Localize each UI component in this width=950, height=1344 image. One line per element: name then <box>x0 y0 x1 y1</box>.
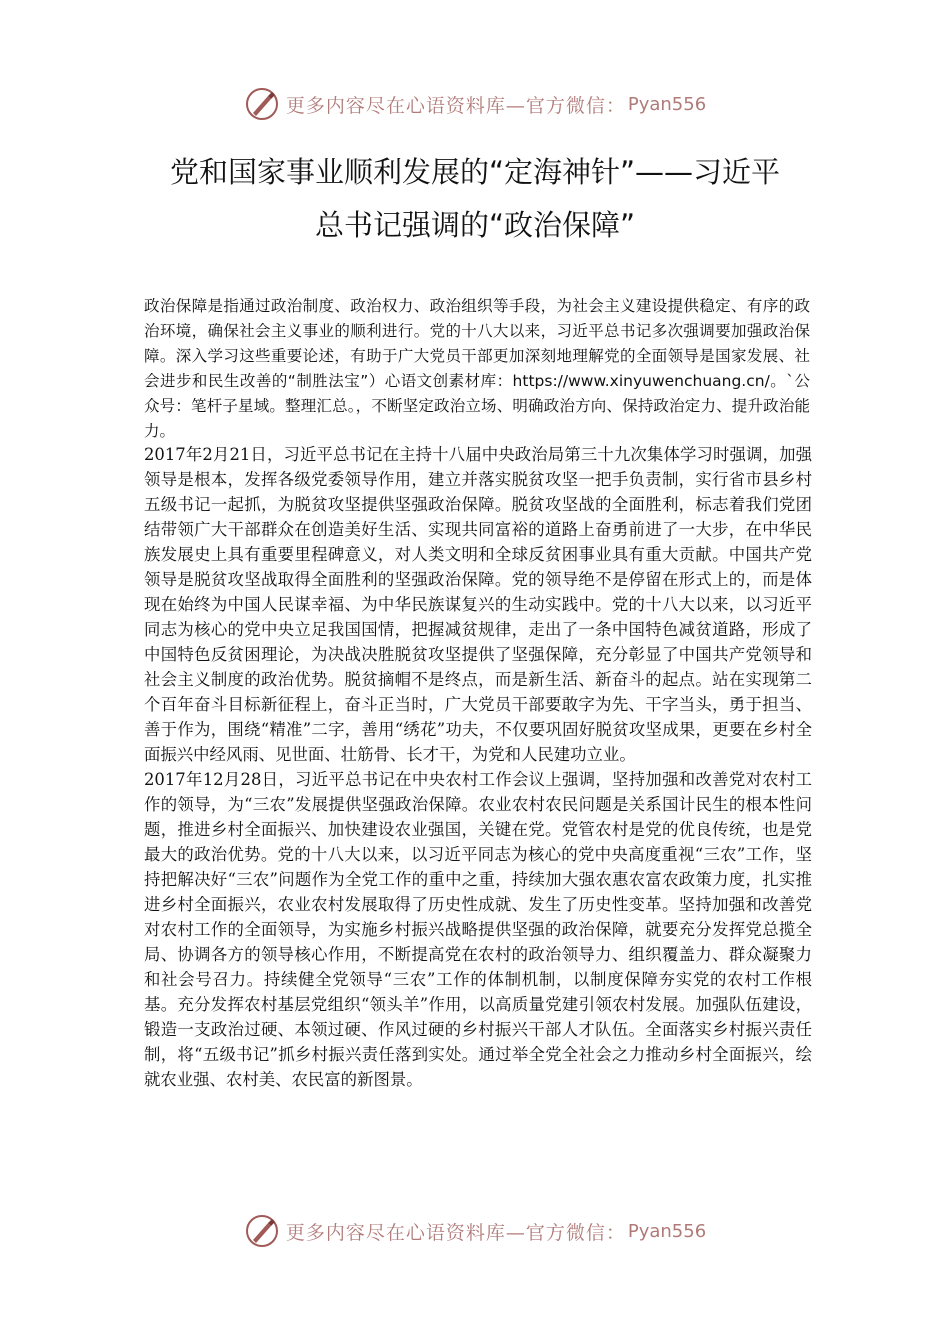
watermark-wechat-id: Pyan556 <box>627 1220 707 1242</box>
title-line-1: 党和国家事业顺利发展的“定海神针”——习近平 <box>169 155 781 189</box>
intro-text: 政治保障是指通过政治制度、政治权力、政治组织等手段，为社会主义建设提供稳定、有序的政治环境，确保社会主义事业的顺利进行。党的十八大以来，习近平总书记多次强调要加强政治保障。深入学习这些重要论述，有助于广大党员干部更加深刻地理解党的全面领导是国家发展、社会进步和民生改善的“制胜法宝”）心语文创素材库：https://www.xinyuwenchuang.cn/。`公众号：笔杆子星域。整理汇总。，不断坚定政治立场、明确政治方向、保持政治定力、提升政治能力。 <box>144 297 810 440</box>
pen-logo-icon <box>244 86 280 122</box>
watermark-text: 更多内容尽在心语资料库—官方微信： <box>285 1221 626 1244</box>
document-title <box>100 146 850 252</box>
header-watermark <box>0 84 950 124</box>
body-paragraph-1: 2017年2月21日，习近平总书记在主持十八届中央政治局第三十九次集体学习时强调，加强领导是根本，发挥各级党委领导作用，建立并落实脱贫攻坚一把手负责制，实行省市县乡村五级书记一起抓，为脱贫攻坚提供坚强政治保障。脱贫攻坚战的全面胜利，标志着我们党团结带领广大干部群众在创造美好生活、实现共同富裕的道路上奋勇前进了一大步，在中华民族发展史上具有重要里程碑意义，对人类文明和全球反贫困事业具有重大贡献。中国共产党领导是脱贫攻坚战取得全面胜利的坚强政治保障。党的领导绝不是停留在形式上的，而是体现在始终为中国人民谋幸福、为中华民族谋复兴的生动实践中。党的十八大以来，以习近平同志为核心的党中央立足我国国情，把握减贫规律，走出了一条中国特色减贫道路，形成了中国特色反贫困理论，为决战决胜脱贫攻坚提供了坚强保障，充分彰显了中国共产党领导和社会主义制度的政治优势。脱贫摘帽不是终点，而是新生活、新奋斗的起点。站在实现第二个百年奋斗目标新征程上，奋斗正当时，广大党员干部要敢字为先、干字当头，勇于担当、善于作为，围绕“精准”二字，善用“绣花”功夫，不仅要巩固好脱贫攻坚成果，更要在乡村全面振兴中经风雨、见世面、壮筋骨、长才干，为党和人民建功立业。 <box>144 445 812 764</box>
title-line-2: 总书记强调的“政治保障” <box>314 208 636 242</box>
document-body <box>144 442 812 1092</box>
watermark-text: 更多内容尽在心语资料库—官方微信： <box>285 94 626 117</box>
pen-logo-icon <box>244 1213 280 1249</box>
watermark-wechat-id: Pyan556 <box>627 93 707 115</box>
body-paragraph-2: 2017年12月28日，习近平总书记在中央农村工作会议上强调，坚持加强和改善党对农村工作的领导，为“三农”发展提供坚强政治保障。农业农村农民问题是关系国计民生的根本性问题，推进乡村全面振兴、加快建设农业强国，关键在党。党管农村是党的优良传统，也是党最大的政治优势。党的十八大以来，以习近平同志为核心的党中央高度重视“三农”工作，坚持把解决好“三农”问题作为全党工作的重中之重，持续加大强农惠农富农政策力度，扎实推进乡村全面振兴，农业农村发展取得了历史性成就、发生了历史性变革。坚持加强和改善党对农村工作的全面领导，为实施乡村振兴战略提供坚强的政治保障，就要充分发挥党总揽全局、协调各方的领导核心作用，不断提高党在农村的政治领导力、组织覆盖力、群众凝聚力和社会号召力。持续健全党领导“三农”工作的体制机制，以制度保障夯实党的农村工作根基。充分发挥农村基层党组织“领头羊”作用，以高质量党建引领农村发展。加强队伍建设，锻造一支政治过硬、本领过硬、作风过硬的乡村振兴干部人才队伍。全面落实乡村振兴责任制，将“五级书记”抓乡村振兴责任落到实处。通过举全党全社会之力推动乡村全面振兴，绘就农业强、农村美、农民富的新图景。 <box>144 770 812 1089</box>
intro-paragraph <box>144 294 810 444</box>
footer-watermark <box>0 1211 950 1251</box>
